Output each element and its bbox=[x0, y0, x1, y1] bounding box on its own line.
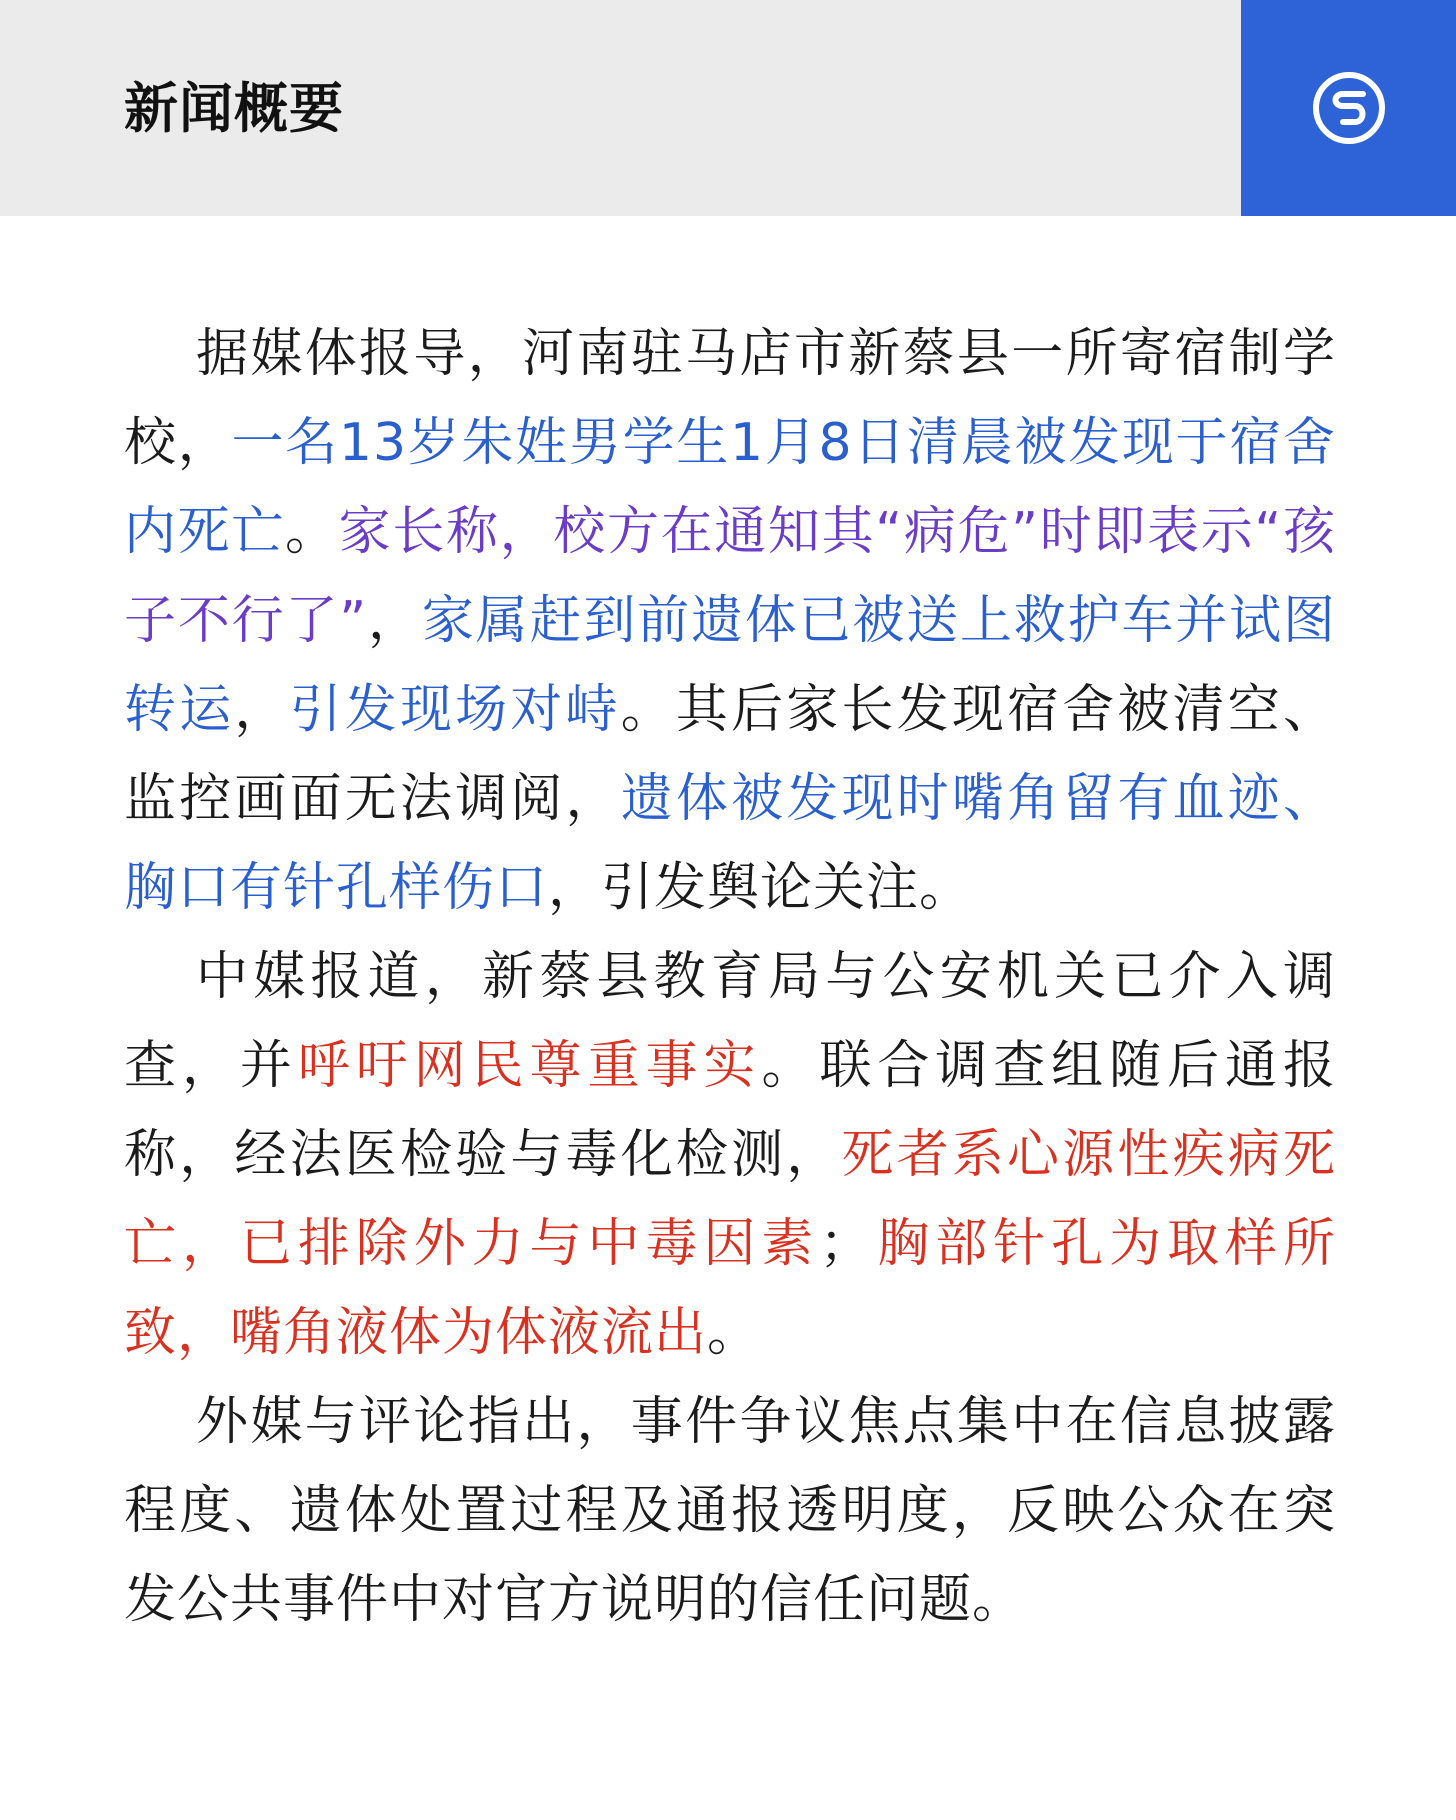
paragraph-2 bbox=[124, 933, 1336, 1378]
text-segment: 。联合调查组随后通报称，经法医检验与毒化检测， bbox=[124, 1036, 1336, 1185]
page-title: 新闻概要 bbox=[124, 77, 344, 140]
highlighted-text-segment: 一名13岁朱姓男学生1月8日清晨被发现于宿舍内死亡 bbox=[124, 413, 1336, 562]
text-segment: 据媒体报导，河南驻马店市新蔡县一所寄宿制学校， bbox=[124, 324, 1336, 473]
text-segment: ， bbox=[234, 680, 290, 740]
paragraph-1 bbox=[124, 310, 1336, 933]
header-bar bbox=[0, 0, 1241, 216]
highlighted-text-segment: 呼吁网民尊重事实 bbox=[297, 1036, 762, 1096]
paragraph-3 bbox=[124, 1378, 1336, 1645]
text-segment: 中媒报道，新蔡县教育局与公安机关已介入调查，并 bbox=[124, 947, 1336, 1096]
highlighted-text-segment: 死者系心源性疾病死亡，已排除外力与中毒因素 bbox=[124, 1125, 1336, 1274]
text-segment: 。其后家长发现宿舍被清空、监控画面无法调阅， bbox=[124, 680, 1336, 829]
circle-c-logo-icon bbox=[1309, 68, 1389, 148]
highlighted-text-segment: 遗体被发现时嘴角留有血迹、胸口有针孔样伤口 bbox=[124, 769, 1336, 918]
highlighted-text-segment: 家长称，校方在通知其“病危”时即表示“孩子不行了” bbox=[124, 502, 1336, 651]
text-segment: ，引发舆论关注。 bbox=[548, 858, 973, 918]
highlighted-text-segment: 引发现场对峙 bbox=[289, 680, 621, 740]
text-segment: ； bbox=[819, 1214, 873, 1274]
highlighted-text-segment: 家属赶到前遗体已被送上救护车并试图转运 bbox=[124, 591, 1336, 740]
news-summary-body bbox=[124, 310, 1336, 1645]
text-segment: 外媒与评论指出，事件争议焦点集中在信息披露程度、遗体处置过程及通报透明度，反映公众在突发公共事件中对官方说明的信任问题。 bbox=[124, 1392, 1336, 1630]
highlighted-text-segment: 胸部针孔为取样所致，嘴角液体为体液流出 bbox=[124, 1214, 1336, 1363]
logo-badge bbox=[1241, 0, 1456, 216]
text-segment: ， bbox=[367, 591, 422, 651]
text-segment: 。 bbox=[707, 1303, 761, 1363]
text-segment: 。 bbox=[284, 502, 339, 562]
